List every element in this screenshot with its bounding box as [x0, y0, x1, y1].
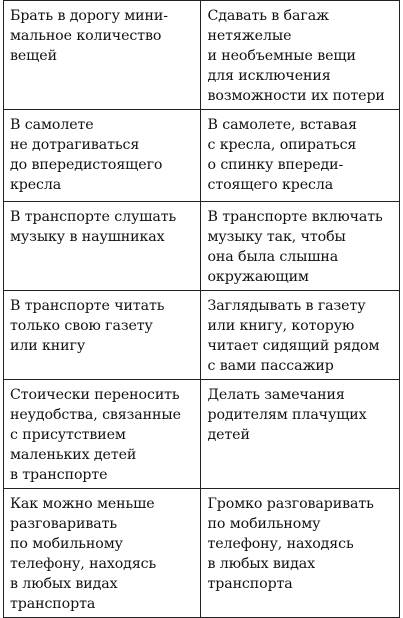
table-cell-do: В транспорте читать только свою газету или книгу: [4, 291, 201, 380]
table-cell-do: В самолете не дотрагиваться до впередистоящего кресла: [4, 110, 201, 202]
table-row: [4, 110, 400, 202]
table-row: [4, 380, 400, 489]
table-cell-do: Брать в дорогу мини- мальное количество вещей: [4, 1, 201, 110]
etiquette-table: [3, 0, 400, 618]
table-cell-dont: Делать замечания родителям плачущих детей: [201, 380, 400, 489]
table-cell-dont: Заглядывать в газету или книгу, которую читает сидящий рядом с вами пассажир: [201, 291, 400, 380]
table-cell-dont: В самолете, вставая с кресла, опираться о спинку впереди- стоящего кресла: [201, 110, 400, 202]
table-cell-do: Стоически переносить неудобства, связанные с присутствием маленьких детей в транспорте: [4, 380, 201, 489]
table-row: [4, 1, 400, 110]
table-cell-do: Как можно меньше разговаривать по мобильному телефону, находясь в любых видах транспорта: [4, 489, 201, 618]
table-row: [4, 291, 400, 380]
table-cell-dont: Сдавать в багаж нетяжелые и необъемные вещи для исключения возможности их потери: [201, 1, 400, 110]
table-row: [4, 202, 400, 291]
table-row: [4, 489, 400, 618]
table-cell-dont: В транспорте включать музыку так, чтобы она была слышна окружающим: [201, 202, 400, 291]
table-cell-do: В транспорте слушать музыку в наушниках: [4, 202, 201, 291]
table-cell-dont: Громко разговаривать по мобильному телефону, находясь в любых видах транспорта: [201, 489, 400, 618]
